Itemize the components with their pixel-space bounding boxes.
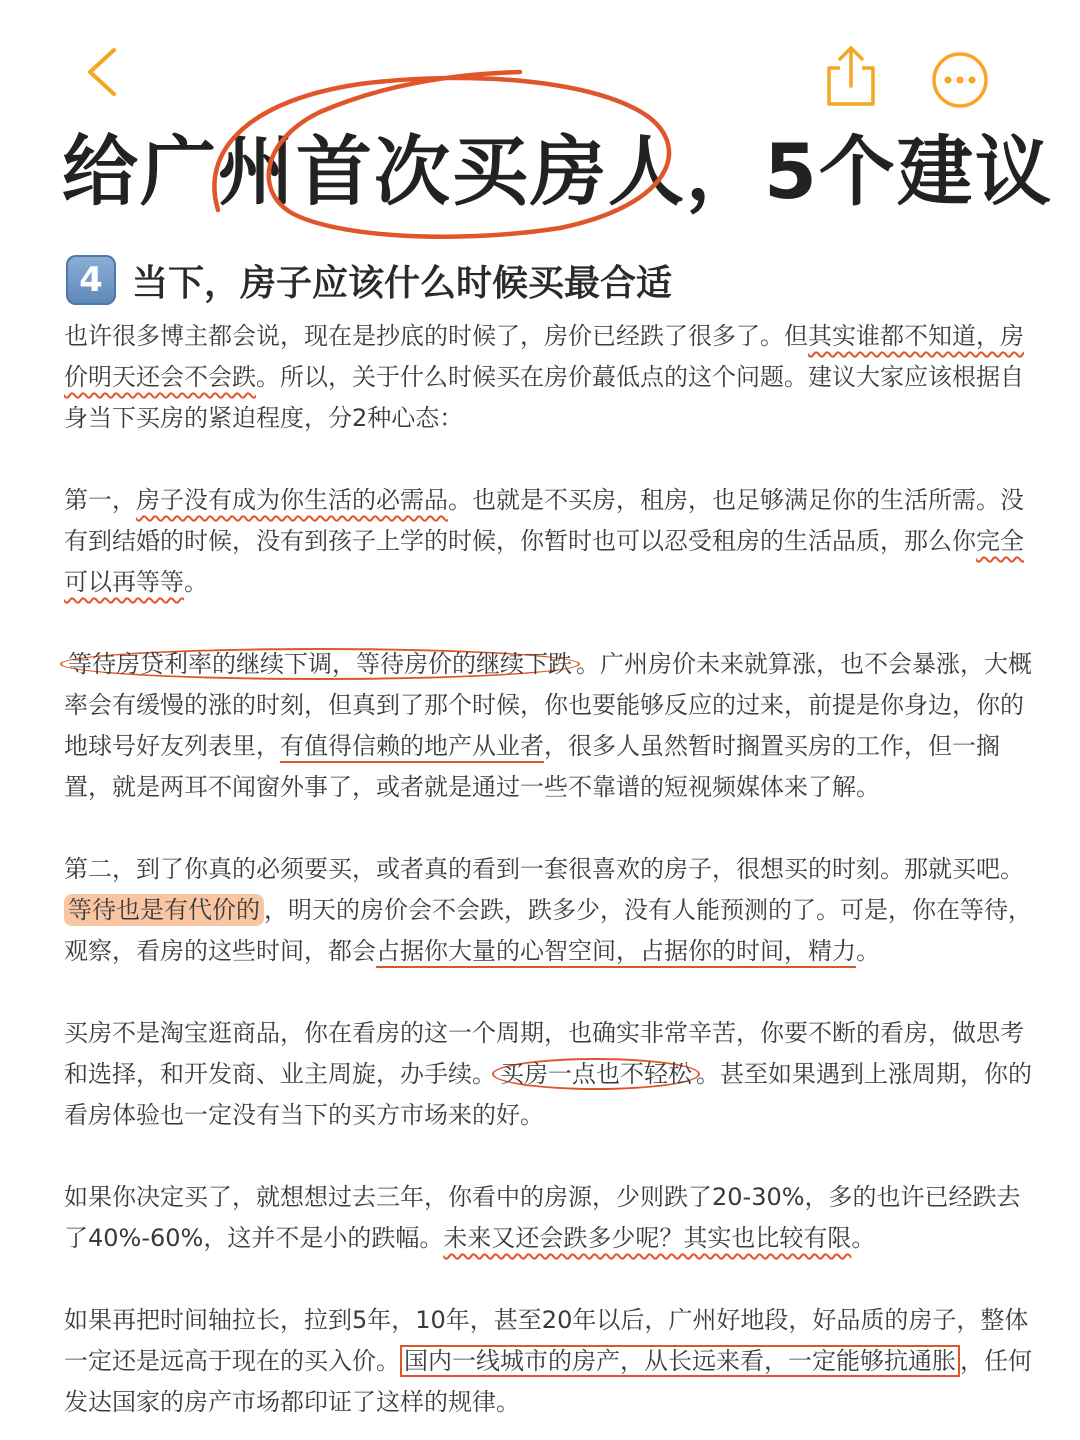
text: 如果再把时间轴拉长，拉到5年，10年，甚至20年以后，广州好地段，好品质的房子，整体一定还是远高于现在的买入价。 — [64, 1306, 1029, 1375]
text: ，任何发达国家的房产市场都印证了这样的规律。 — [64, 1347, 1032, 1416]
paragraph-long-term — [64, 1300, 1032, 1423]
page-title: 给广州首次买房人，5个建议 — [62, 127, 1053, 216]
underlined-text: 完全可以再等等 — [64, 527, 1024, 596]
section-title: 当下，房子应该什么时候买最合适 — [132, 262, 673, 304]
paragraph-second — [64, 849, 1032, 972]
text: 买房不是淘宝逛商品，你在看房的这一个周期，也确实非常辛苦，你要不断的看房，做思考和选择，和开发商、业主周旋，办手续。 — [64, 1019, 1024, 1088]
text: 第一， — [64, 486, 136, 514]
paragraph-intro — [64, 316, 1032, 439]
underlined-text: 占据你大量的心智空间，占据你的时间，精力 — [376, 937, 856, 965]
underlined-text: 房子没有成为你生活的必需品 — [136, 486, 448, 514]
underlined-text: 未来又还会跌多少呢？其实也比较有限 — [443, 1224, 852, 1252]
text: 。所以，关于什么时候买在房价蕞低点的这个问题。建议大家应该根据自身当下买房的紧迫程度，分2种心态： — [64, 363, 1024, 432]
text: 。 — [184, 568, 208, 596]
text: ，明天的房价会不会跌，跌多少，没有人能预测的了。可是，你在等待，观察，看房的这些时间，都会 — [64, 896, 1032, 965]
text: 。甚至如果遇到上涨周期，你的看房体验也一定没有当下的买方市场来的好。 — [64, 1060, 1032, 1129]
article-body — [64, 316, 1032, 1423]
text: 如果你决定买了，就想想过去三年，你看中的房源，少则跌了20-30%，多的也许已经跌去了40%-60%，这并不是小的跌幅。 — [64, 1183, 1021, 1252]
paragraph-first — [64, 480, 1032, 603]
paragraph-price-drop — [64, 1177, 1032, 1259]
text: 。 — [856, 937, 880, 965]
top-bar — [0, 0, 1080, 120]
text: 第二，到了你真的必须要买，或者真的看到一套很喜欢的房子，很想买的时刻。那就买吧。 — [64, 855, 1024, 883]
boxed-text: 国内一线城市的房产，从长远来看，一定能够抗通胀 — [400, 1345, 960, 1377]
highlighted-text: 等待也是有代价的 — [64, 894, 264, 926]
section-heading — [66, 252, 672, 308]
more-icon[interactable] — [930, 50, 990, 110]
back-icon[interactable] — [80, 44, 126, 100]
share-icon[interactable] — [824, 44, 878, 108]
text: 。广州房价未来就算涨，也不会暴涨，大概率会有缓慢的涨的时刻，但真到了那个时候，你也要能够反应的过来，前提是你身边，你的地球号好友列表里， — [64, 650, 1032, 760]
underlined-text: 其实谁都不知道，房价明天还会不会跌 — [64, 322, 1024, 391]
text: ，很多人虽然暂时搁置买房的工作，但一搁置，就是两耳不闻窗外事了，或者就是通过一些不靠谱的短视频媒体来了解。 — [64, 732, 1000, 801]
paragraph-buying-process — [64, 1013, 1032, 1136]
circled-text: 等待房贷利率的继续下调，等待房价的继续下跌 — [60, 648, 580, 680]
text: 。 — [851, 1224, 876, 1252]
paragraph-waiting — [64, 644, 1032, 808]
circled-text: 买房一点也不轻松 — [492, 1058, 700, 1090]
underlined-text: 有值得信赖的地产从业者 — [280, 732, 544, 760]
section-number-badge: 4 — [66, 255, 116, 305]
text: 也许很多博主都会说，现在是抄底的时候了，房价已经跌了很多了。但 — [64, 322, 808, 350]
text: 。也就是不买房，租房，也足够满足你的生活所需。没有到结婚的时候，没有到孩子上学的时候，你暂时也可以忍受租房的生活品质，那么你 — [64, 486, 1024, 555]
